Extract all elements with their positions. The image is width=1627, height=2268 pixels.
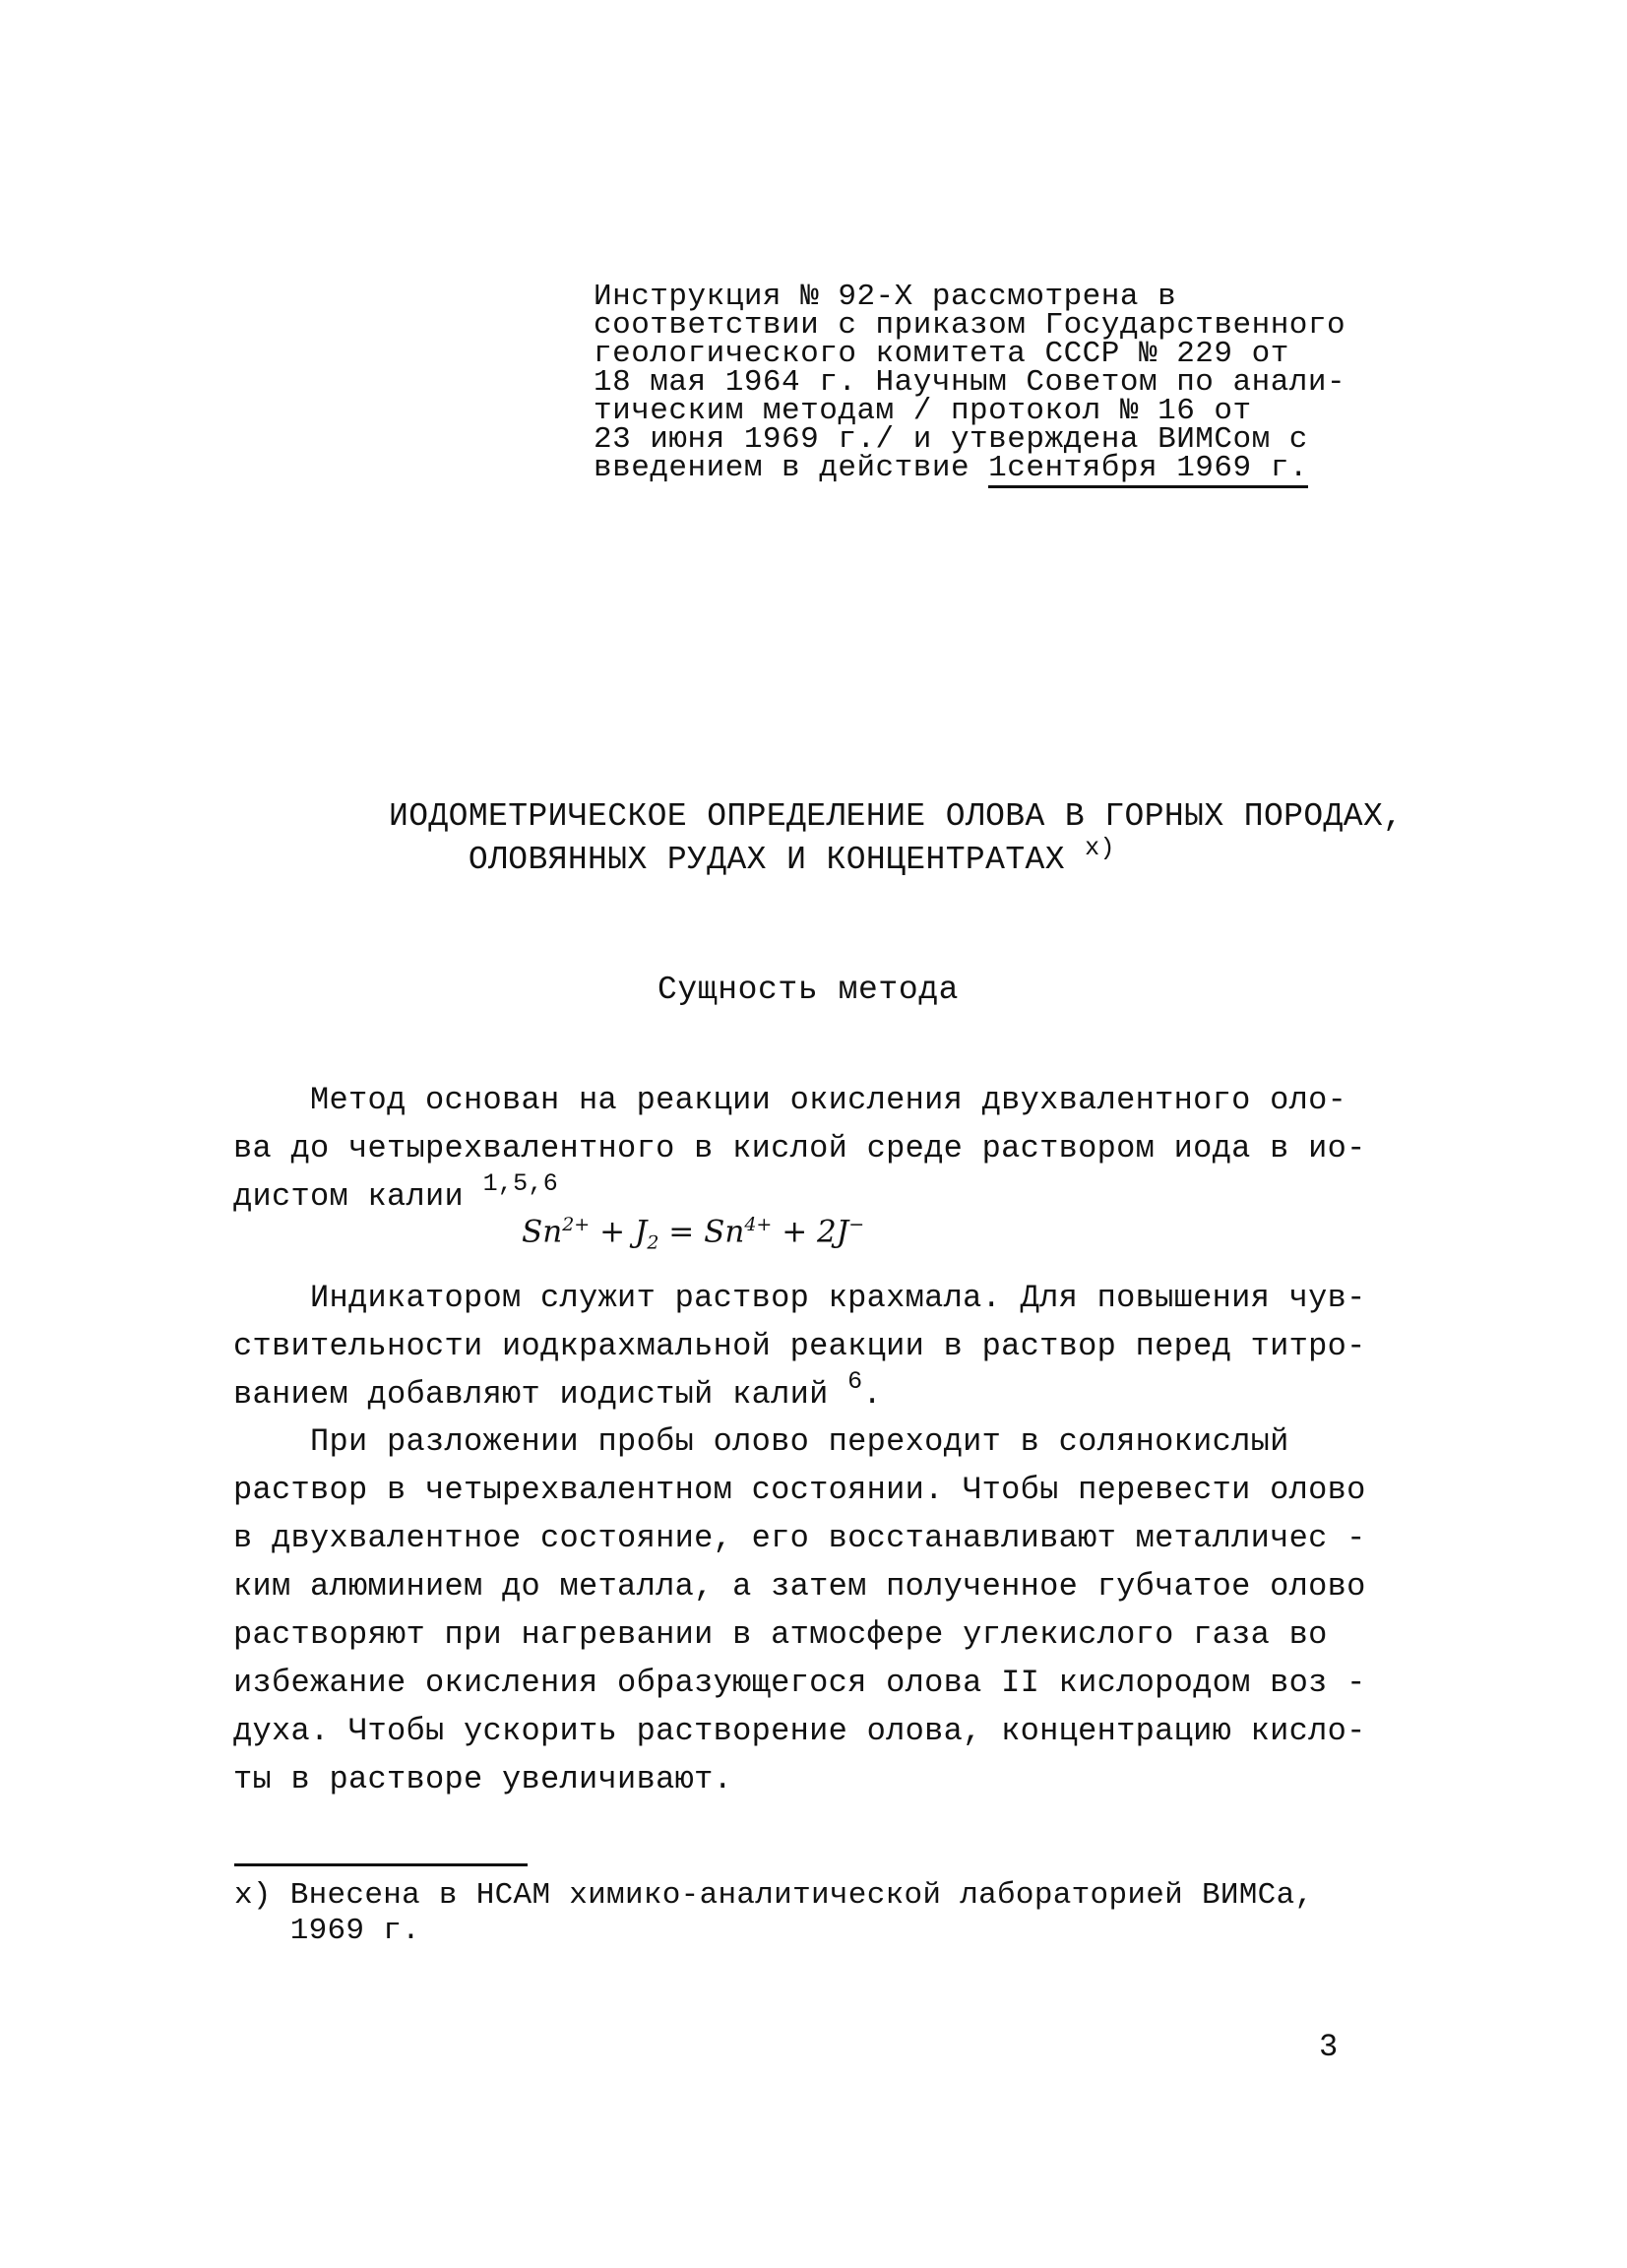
text-line: в двухвалентное состояние, его восстанавливают металличес - (233, 1520, 1366, 1556)
footnote (234, 1878, 1396, 1949)
reaction-equation (522, 1205, 864, 1263)
text-line: ствительности иодкрахмальной реакции в раствор перед титро- (233, 1328, 1366, 1364)
reference-marks: 1,5,6 (482, 1169, 559, 1198)
iodine-subscript: 2 (647, 1231, 659, 1254)
approval-line: 18 мая 1964 г. Научным Советом по анали- (594, 365, 1346, 400)
footnote-line: х) Внесена в НСАМ химико-аналитической лабораторией ВИМСа, (234, 1878, 1314, 1913)
footnote-line: 1969 г. (234, 1914, 421, 1948)
plus-coefficient: + 2 (772, 1214, 837, 1250)
plus-sign: + (590, 1214, 635, 1250)
document-title (389, 795, 1432, 884)
equals-sign: = (658, 1214, 705, 1250)
text-line (233, 1367, 1395, 1420)
paragraph-indicator (233, 1274, 1395, 1420)
title-line-2-row (389, 834, 1432, 884)
title-line-2: ОЛОВЯННЫХ РУДАХ И КОНЦЕНТРАТАХ (468, 842, 1065, 878)
page-number: 3 (1319, 2029, 1339, 2065)
text-line: При разложении пробы олово переходит в солянокислый (233, 1423, 1289, 1460)
reference-mark: 6 (847, 1367, 863, 1396)
text-line: избежание окисления образующегося олова II кислородом воз - (233, 1665, 1366, 1701)
text-line: ты в растворе увеличивают. (233, 1761, 733, 1797)
iodide-charge: − (848, 1214, 865, 1235)
paragraph-method (233, 1076, 1395, 1223)
approval-note (594, 280, 1401, 485)
tin-symbol: Sn (522, 1214, 563, 1250)
text-line: Индикатором служит раствор крахмала. Для повышения чув- (233, 1280, 1366, 1316)
text-line: духа. Чтобы ускорить растворение олова, концентрацию кисло- (233, 1713, 1366, 1749)
text-fragment: дистом калии (233, 1178, 465, 1215)
footnote-divider (234, 1863, 528, 1866)
text-fragment: ванием добавляют иодистый калий (233, 1376, 829, 1413)
text-line: Метод основан на реакции окисления двухвалентного оло- (233, 1082, 1347, 1118)
tin-charge: 2+ (562, 1214, 591, 1235)
tin-symbol-product: Sn (704, 1214, 745, 1250)
approval-line: соответствии с приказом Государственного (594, 308, 1346, 343)
approval-line: геологического комитета СССР № 229 от (594, 337, 1289, 371)
iodide-symbol: J (836, 1214, 849, 1250)
text-line: ким алюминием до металла, а затем полученное губчатое олово (233, 1568, 1366, 1605)
tin-product-charge: 4+ (744, 1214, 773, 1235)
text-line: ва до четырехвалентного в кислой среде раствором иода в ио- (233, 1130, 1366, 1166)
text-line: растворяют при нагревании в атмосфере углекислого газа во (233, 1616, 1328, 1653)
approval-line: Инструкция № 92-Х рассмотрена в (594, 280, 1177, 314)
section-heading: Сущность метода (657, 972, 960, 1008)
approval-effective-date: 1сентября 1969 г. (988, 451, 1308, 488)
approval-effective-label: введением в действие (594, 451, 970, 485)
approval-line: 23 июня 1969 г./ и утверждена ВИМСом с (594, 422, 1308, 457)
iodine-symbol: J (634, 1214, 648, 1250)
approval-line: тическим методам / протокол № 16 от (594, 394, 1252, 428)
paragraph-decomposition (233, 1418, 1395, 1803)
sentence-end: . (862, 1376, 882, 1413)
title-footnote-mark: х) (1085, 834, 1115, 862)
text-line: раствор в четырехвалентном состоянии. Чтобы перевести олово (233, 1472, 1366, 1508)
approval-line (594, 451, 1401, 485)
title-line-1: ИОДОМЕТРИЧЕСКОЕ ОПРЕДЕЛЕНИЕ ОЛОВА В ГОРНЫХ ПОРОДАХ, (389, 798, 1404, 835)
